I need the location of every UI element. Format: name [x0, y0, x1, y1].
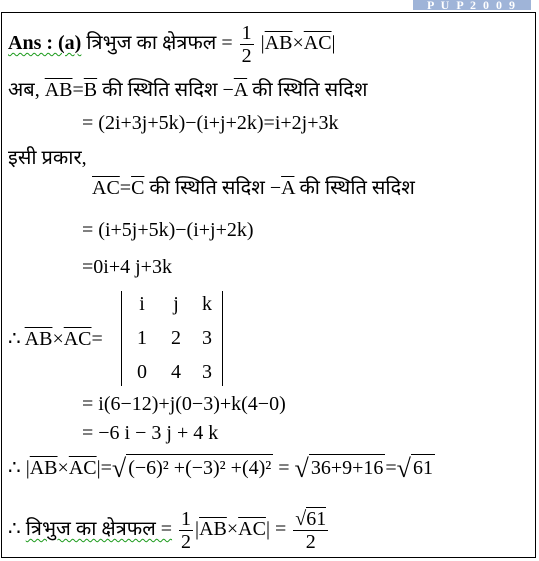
- position-vector-text: की स्थिति सदिश: [252, 79, 368, 101]
- line-cross-result: = −6 i − 3 j + 4 k: [82, 422, 219, 444]
- area-text: त्रिभुज का क्षेत्रफल =: [86, 32, 233, 55]
- line-ab-result: = (2i+3j+5k)−(i+j+2k)=i+2j+3k: [82, 112, 339, 134]
- abs-close: |: [331, 32, 336, 55]
- equals-sign: =: [91, 328, 103, 350]
- equals-sign: =: [72, 79, 84, 101]
- abs-open: |: [195, 518, 200, 541]
- vector-c: $\overline{C}$: [131, 177, 145, 199]
- line-area-formula: [8, 22, 336, 67]
- root-2: √ 36+9+16: [294, 454, 384, 483]
- det-cell: 2: [171, 327, 181, 349]
- vector-ac: $\overline{AC}$: [238, 518, 266, 541]
- abs-open: |: [260, 32, 265, 55]
- fraction-denominator: 2: [181, 531, 192, 553]
- line-ac-definition: [92, 176, 415, 200]
- det-cell: 4: [171, 361, 181, 383]
- therefore-abs: ∴ |: [8, 457, 30, 479]
- line-expansion: = i(6−12)+j(0−3)+k(4−0): [82, 393, 286, 415]
- result-fraction: [293, 508, 328, 553]
- line-final-area: [8, 508, 330, 553]
- line-ac-result: =0i+4 j+3k: [82, 256, 172, 278]
- vector-b: $\overline{B}$: [83, 79, 98, 101]
- equals-sign: =: [278, 457, 290, 479]
- line-cross-product: [8, 327, 103, 351]
- therefore-sign: ∴: [8, 518, 21, 541]
- fraction-denominator: 2: [241, 45, 252, 67]
- det-cell: 1: [137, 327, 147, 349]
- abs-equals: |=: [96, 457, 112, 479]
- area-text: त्रिभुज का क्षेत्रफल =: [25, 518, 173, 541]
- position-vector-text: की स्थिति सदिश: [299, 177, 415, 199]
- fraction-numerator: √61: [295, 508, 327, 530]
- vector-ac: $\overline{AC}$: [92, 177, 120, 199]
- vector-ac: $\overline{AC}$: [63, 328, 92, 350]
- vector-ab: $\overline{AB}$: [24, 328, 53, 350]
- cross-sign: ×: [292, 32, 304, 55]
- vector-ac: $\overline{AC}$: [303, 32, 332, 55]
- determinant: [121, 291, 223, 386]
- vector-ab: $\overline{AB}$: [29, 457, 58, 479]
- abs-equals: | =: [265, 518, 287, 541]
- now-text: अब,: [8, 79, 40, 101]
- corner-label: P U P 2 0 0 9: [426, 0, 517, 10]
- line-ac-subtraction: = (i+5j+5k)−(i+j+2k): [82, 219, 254, 241]
- radicand: 61: [306, 508, 327, 530]
- det-cell: 3: [202, 361, 212, 383]
- vector-ac: $\overline{AC}$: [68, 457, 97, 479]
- det-cell: k: [202, 293, 212, 315]
- fraction-numerator: 1: [241, 22, 252, 44]
- vector-a: $\overline{A}$: [233, 79, 248, 101]
- line-magnitude: [8, 454, 435, 481]
- radicand: (−6)² +(−3)² +(4)²: [126, 454, 273, 481]
- vector-a: $\overline{A}$: [281, 177, 295, 199]
- fraction-numerator: 1: [181, 508, 192, 530]
- equals-sign: =: [119, 177, 132, 199]
- corner-label-bar: [413, 0, 531, 10]
- half-fraction: [179, 508, 193, 553]
- radicand: 61: [411, 454, 435, 481]
- det-cell: 0: [137, 361, 147, 383]
- cross-sign: ×: [52, 328, 64, 350]
- minus-sign: −: [269, 177, 282, 199]
- root-3: √ 61: [396, 454, 433, 483]
- vector-ab: $\overline{AB}$: [264, 32, 293, 55]
- minus-sign: −: [222, 79, 234, 101]
- cross-sign: ×: [226, 518, 239, 541]
- det-cell: i: [139, 293, 145, 315]
- root-1: √ (−6)² +(−3)² +(4)²: [111, 454, 272, 483]
- cross-sign: ×: [57, 457, 69, 479]
- vector-ab: $\overline{AB}$: [44, 79, 73, 101]
- line-ab-definition: [8, 78, 368, 102]
- answer-label: Ans : (a): [8, 32, 82, 55]
- half-fraction: [240, 22, 254, 67]
- vector-ab: $\overline{AB}$: [199, 518, 227, 541]
- equals-sign: =: [385, 457, 397, 479]
- line-similarly: इसी प्रकार,: [8, 147, 87, 169]
- position-vector-text: की स्थिति सदिश: [102, 79, 218, 101]
- therefore-sign: ∴: [8, 328, 21, 350]
- fraction-denominator: 2: [305, 531, 316, 553]
- position-vector-text: की स्थिति सदिश: [149, 177, 265, 199]
- radicand: 36+9+16: [309, 454, 386, 481]
- det-cell: j: [173, 293, 179, 315]
- det-cell: 3: [202, 327, 212, 349]
